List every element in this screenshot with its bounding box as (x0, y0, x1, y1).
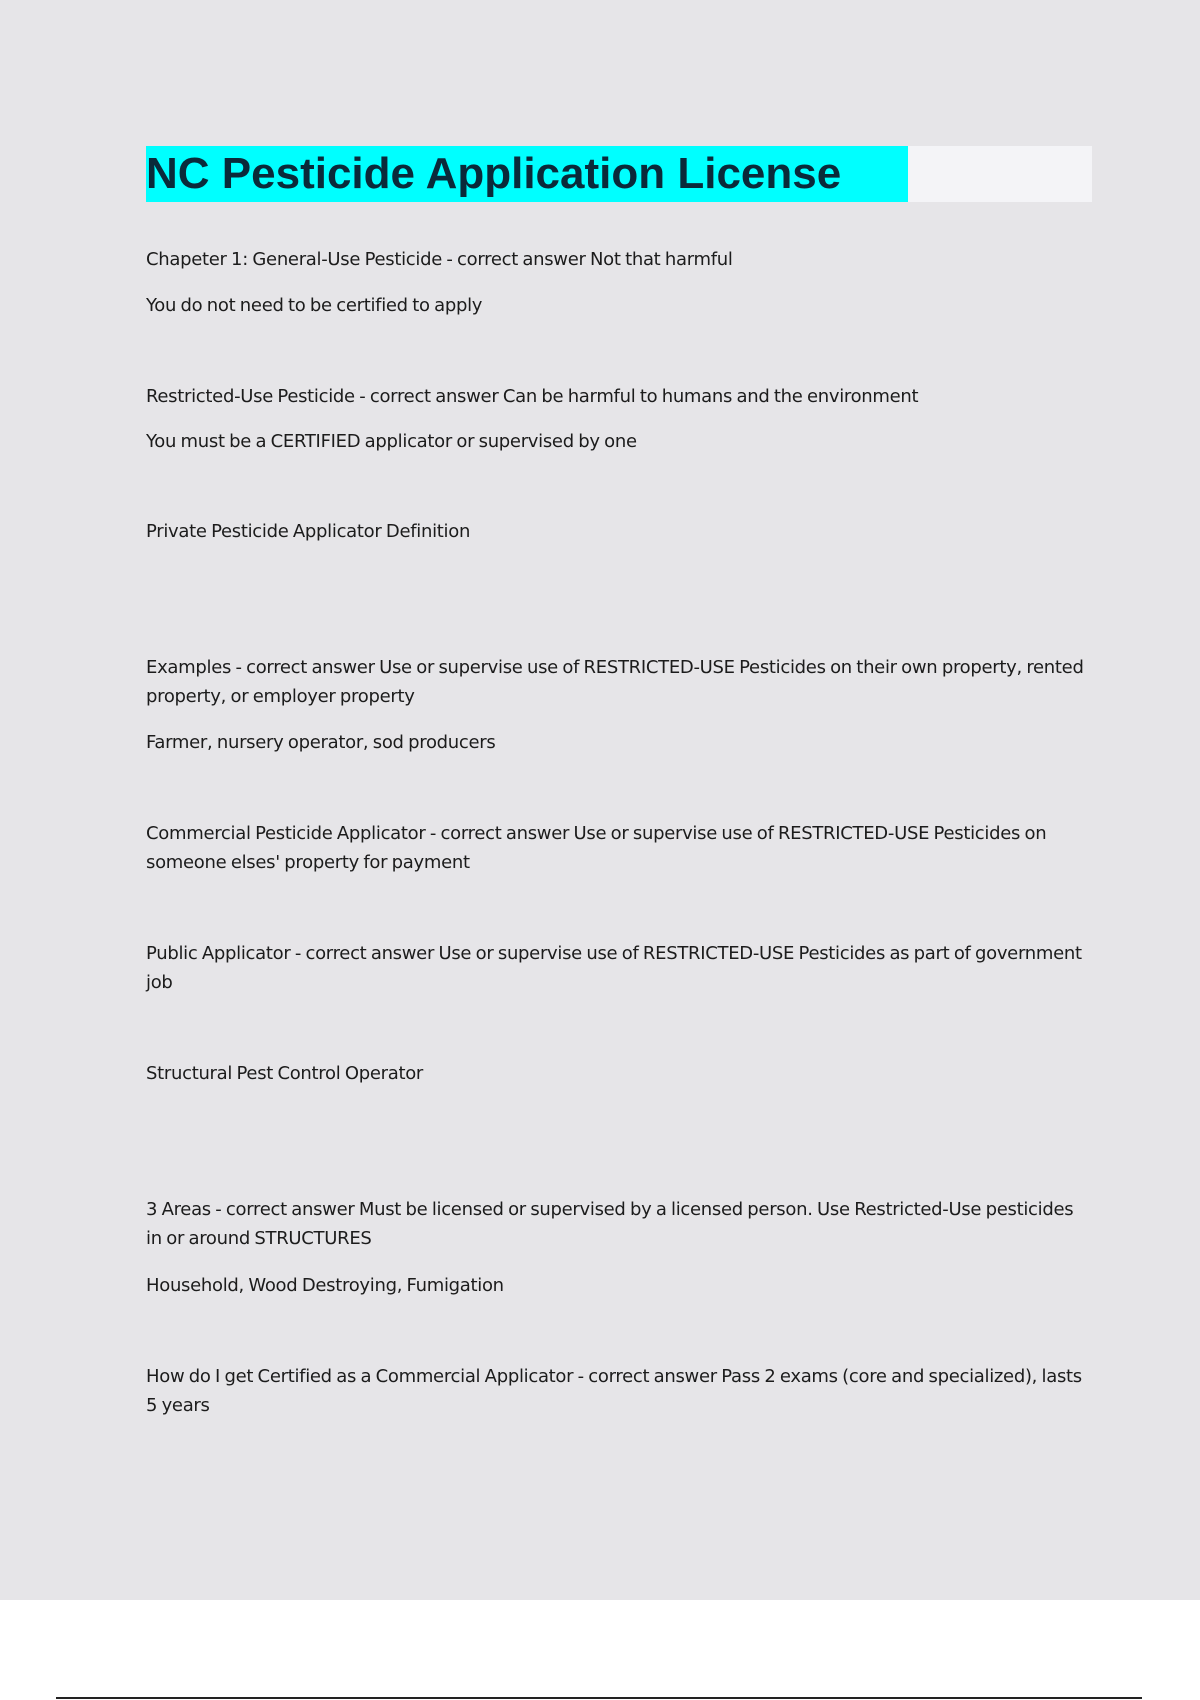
text-line-three-areas: 3 Areas - correct answer Must be licensed or supervised by a licensed person. Use Restricted-Use pesticides in or around STRUCTURES (146, 1199, 1074, 1249)
title-highlight (146, 146, 908, 202)
text-line-restricted-use: Restricted-Use Pesticide - correct answer Can be harmful to humans and the environment (146, 386, 919, 407)
text-line-commercial-applicator: Commercial Pesticide Applicator - correct answer Use or supervise use of RESTRICTED-USE Pesticides on someone elses' property for payment (146, 823, 1047, 873)
bottom-divider (56, 1697, 1142, 1699)
text-line-examples-note: Farmer, nursery operator, sod producers (146, 732, 496, 753)
text-line-restricted-use-note: You must be a CERTIFIED applicator or supervised by one (146, 431, 637, 452)
text-line-examples: Examples - correct answer Use or supervise use of RESTRICTED-USE Pesticides on their own property, rented property, or employer property (146, 657, 1084, 707)
text-line-public-applicator: Public Applicator - correct answer Use or supervise use of RESTRICTED-USE Pesticides as part of government job (146, 943, 1082, 993)
text-line-three-areas-note: Household, Wood Destroying, Fumigation (146, 1275, 504, 1296)
document-title: NC Pesticide Application License (146, 149, 842, 198)
text-line-commercial-certification: How do I get Certified as a Commercial Applicator - correct answer Pass 2 exams (core and specialized), lasts 5 years (146, 1366, 1082, 1416)
text-line-private-applicator: Private Pesticide Applicator Definition (146, 521, 471, 542)
text-line-structural-pest: Structural Pest Control Operator (146, 1063, 424, 1084)
text-line-general-use-note: You do not need to be certified to apply (146, 295, 483, 316)
text-line-chapter-1: Chapeter 1: General-Use Pesticide - correct answer Not that harmful (146, 249, 733, 270)
